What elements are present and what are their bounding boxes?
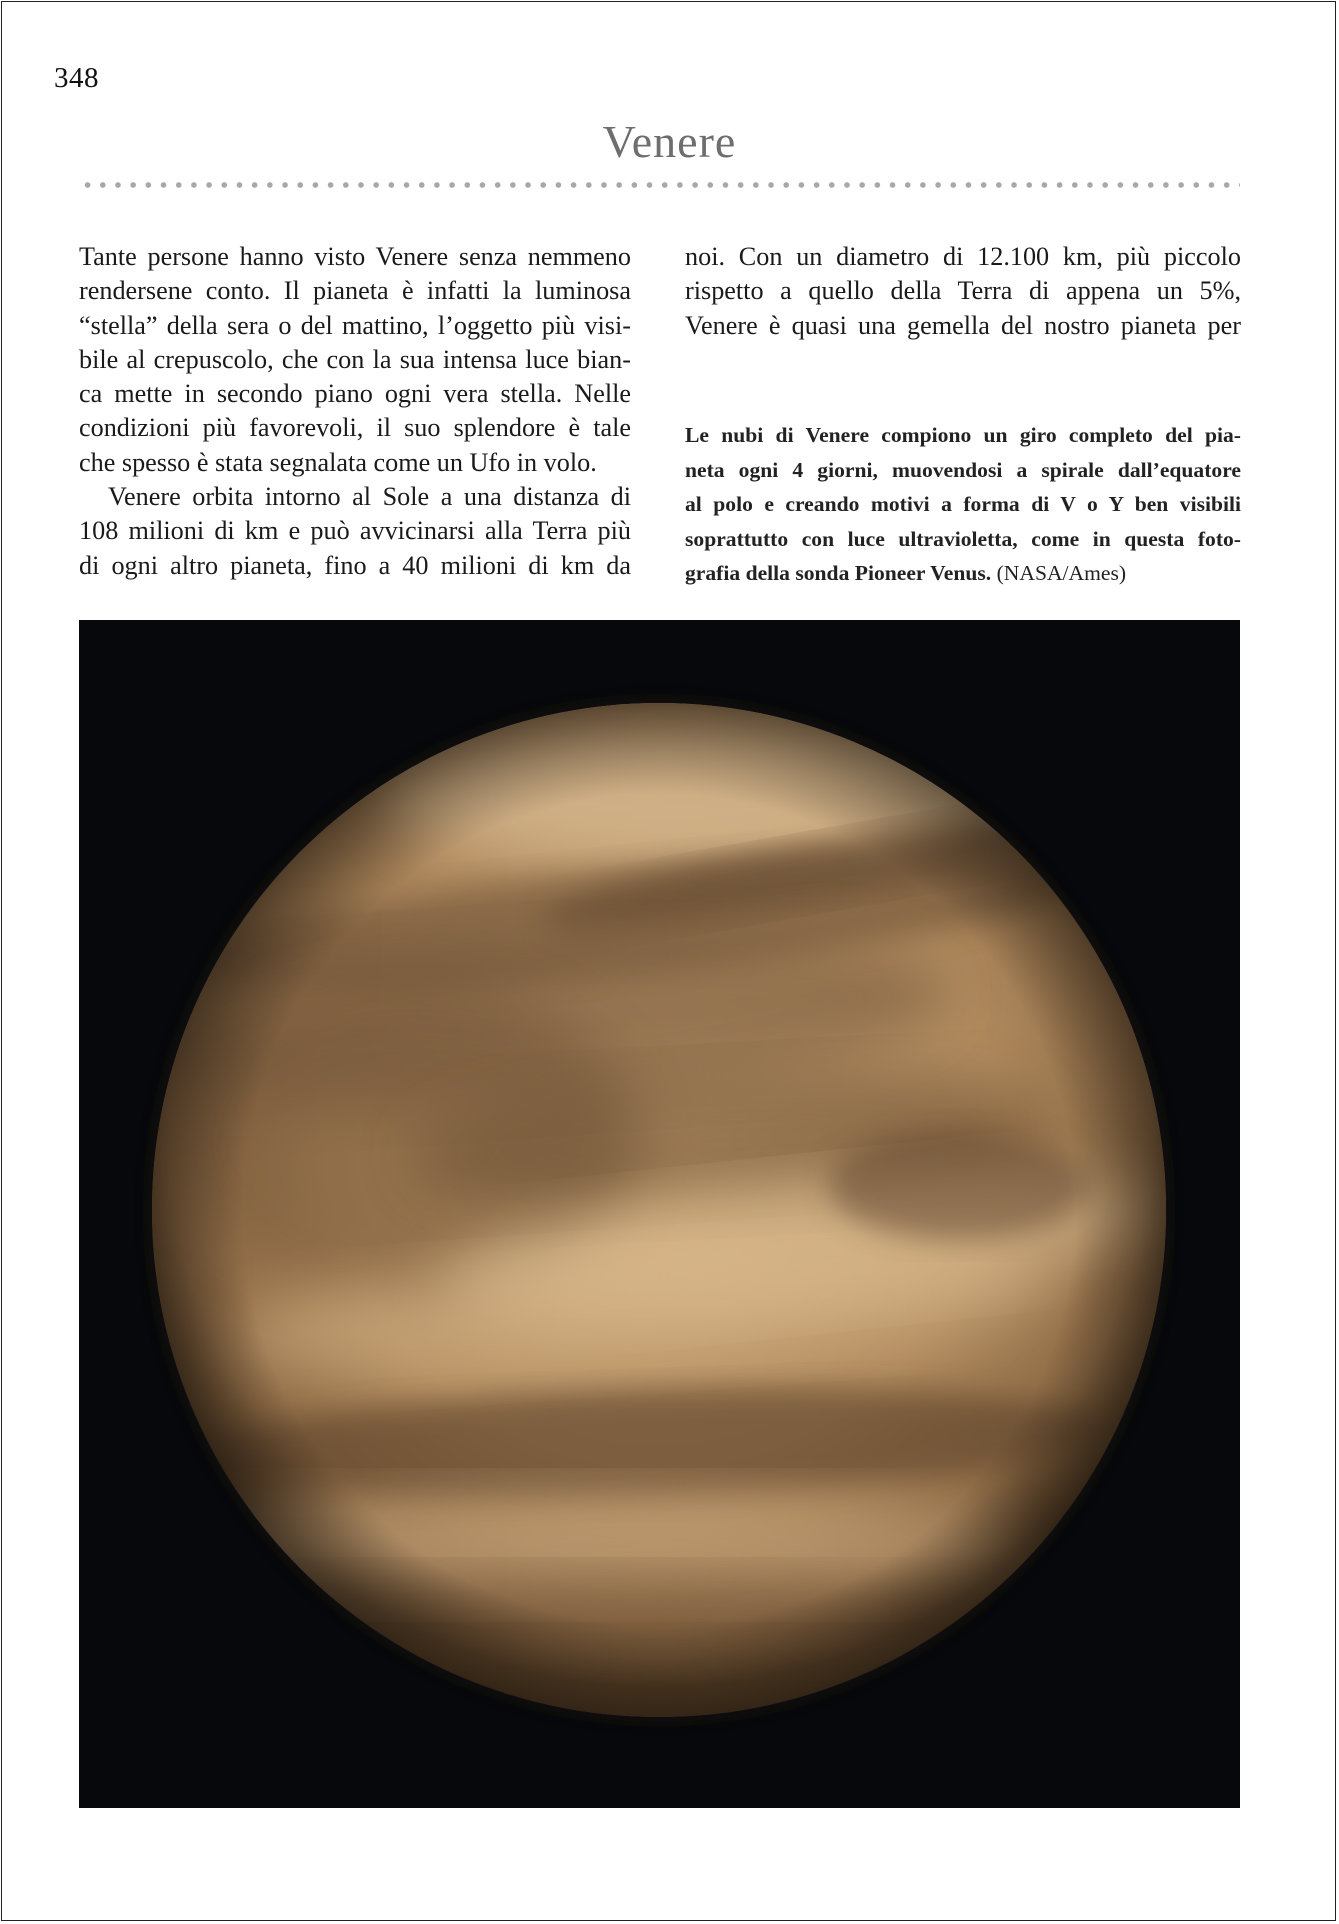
caption-line: Le nubi di Venere compiono un giro completo del pia- [685, 423, 1241, 447]
photo-credit: (NASA/Ames) [996, 561, 1127, 586]
body-line: noi. Con un diametro di 12.100 km, più piccolo [685, 242, 1241, 271]
body-line: di ogni altro pianeta, fino a 40 milioni di km da [79, 550, 631, 580]
body-line: 108 milioni di km e può avvicinarsi alla Terra più [79, 516, 631, 546]
body-line: Venere è quasi una gemella del nostro pianeta per [685, 310, 1241, 340]
body-line: che spesso è stata segnalata come un Ufo in volo. [79, 447, 597, 477]
body-line: “stella” della sera o del mattino, l’oggetto più visi- [79, 310, 631, 340]
chapter-title: Venere [602, 116, 737, 167]
venus-photo [79, 620, 1240, 1808]
body-column-left [79, 240, 631, 583]
caption-line: al polo e creando motivi a forma di V o Y ben visibili [685, 492, 1241, 517]
body-line: ca mette in secondo piano ogni vera stella. Nelle [79, 379, 631, 409]
body-line: rendersene conto. Il pianeta è infatti la luminosa [79, 276, 631, 306]
body-line: rispetto a quello della Terra di appena un 5%, [685, 276, 1241, 306]
page-number: 348 [54, 62, 99, 94]
caption-last-line [685, 556, 1241, 591]
dotted-divider [80, 180, 1240, 190]
caption-line: soprattutto con luce ultravioletta, come in questa foto- [685, 526, 1241, 551]
body-line: bile al crepuscolo, che con la sua intensa luce bian- [79, 344, 631, 374]
body-line: Tante persone hanno visto Venere senza nemmeno [79, 242, 631, 271]
body-line: Venere orbita intorno al Sole a una distanza di [108, 482, 631, 512]
body-line: condizioni più favorevoli, il suo splendore è tale [79, 413, 631, 443]
caption-line: grafia della sonda Pioneer Venus. [685, 561, 992, 586]
caption-line: neta ogni 4 giorni, muovendosi a spirale dall’equatore [685, 457, 1241, 482]
photo-caption [685, 418, 1241, 591]
body-column-right [685, 240, 1241, 343]
venus-planet-illustration [79, 620, 1240, 1808]
